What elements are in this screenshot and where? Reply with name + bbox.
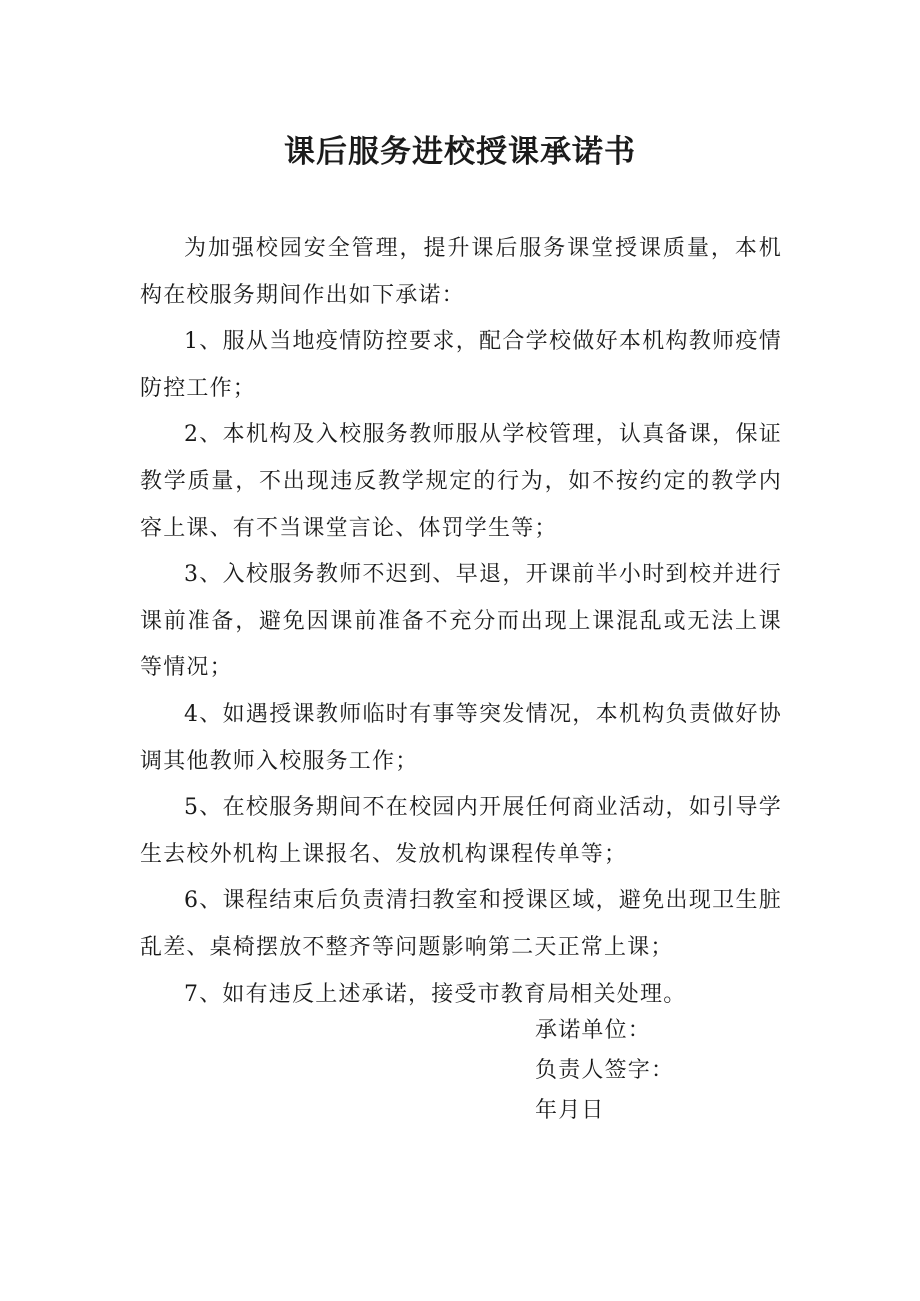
commitment-item-4: 4、如遇授课教师临时有事等突发情况，本机构负责做好协调其他教师入校服务工作； — [140, 701, 782, 774]
commitment-item-3: 3、入校服务教师不迟到、早退，开课前半小时到校并进行课前准备，避免因课前准备不充分而出现上课混乱或无法上课等情况； — [140, 562, 782, 681]
unit-label: 承诺单位： — [535, 1018, 652, 1043]
commitment-item-2: 2、本机构及入校服务教师服从学校管理，认真备课，保证教学质量，不出现违反教学规定的行为，如不按约定的教学内容上课、有不当课堂言论、体罚学生等； — [140, 422, 782, 541]
date-label: 年月日 — [535, 1098, 605, 1123]
commitment-item-5: 5、在校服务期间不在校园内开展任何商业活动，如引导学生去校外机构上课报名、发放机构课程传单等； — [140, 795, 782, 867]
document-title: 课后服务进校授课承诺书 — [284, 134, 636, 170]
signature-block — [535, 1011, 674, 1131]
intro-paragraph: 为加强校园安全管理，提升课后服务课堂授课质量，本机构在校服务期间作出如下承诺： — [140, 236, 782, 308]
commitment-item-7: 7、如有违反上述承诺，接受市教育局相关处理。 — [184, 981, 687, 1007]
commitment-item-6: 6、课程结束后负责清扫教室和授课区域，避免出现卫生脏乱差、桌椅摆放不整齐等问题影响第二天正常上课； — [140, 888, 782, 960]
person-signature-label: 负责人签字： — [535, 1058, 675, 1083]
document-body — [140, 226, 782, 1018]
commitment-item-1: 1、服从当地疫情防控要求，配合学校做好本机构教师疫情防控工作； — [140, 329, 782, 401]
